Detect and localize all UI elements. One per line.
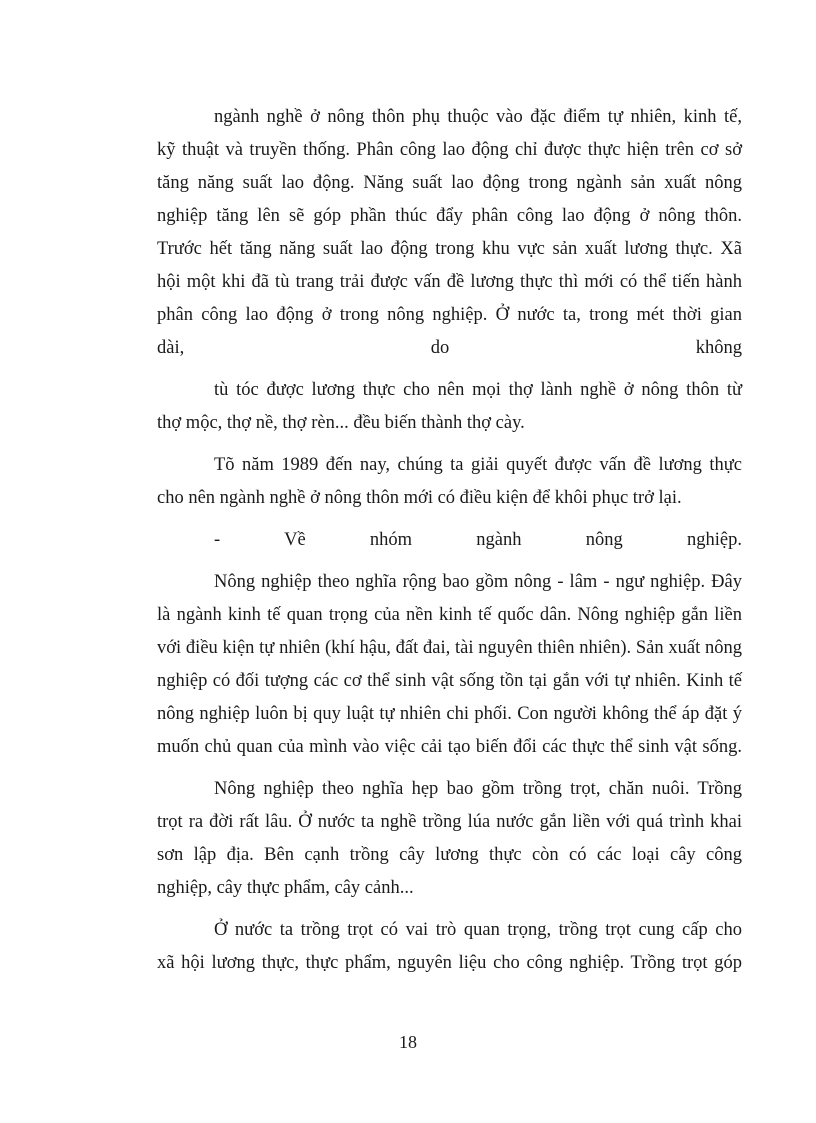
text-line: trọt ra đời rất lâu. Ở nước ta nghề trồng lúa nước gắn liền với quá trình khai [157,812,742,832]
text-line: ngành nghề ở nông thôn phụ thuộc vào đặc điểm tự nhiên, kinh tế, [214,107,742,127]
text-line: Tõ năm 1989 đến nay, chúng ta giải quyết được vấn đề lương thực [214,455,742,475]
text-line: nghiệp, cây thực phẩm, cây cảnh... [157,878,414,898]
text-line: sơn lập địa. Bên cạnh trồng cây lương thực còn có các loại cây công [157,845,742,865]
text-line: Nông nghiệp theo nghĩa hẹp bao gồm trồng trọt, chăn nuôi. Trồng [214,779,742,799]
text-line: cho nên ngành nghề ở nông thôn mới có điều kiện để khôi phục trở lại. [157,488,682,508]
text-line: với điều kiện tự nhiên (khí hậu, đất đai, tài nguyên thiên nhiên). Sản xuất nông [157,638,742,658]
text-line: kỹ thuật và truyền thống. Phân công lao động chỉ được thực hiện trên cơ sở [157,140,742,160]
text-line: muốn chủ quan của mình vào việc cải tạo biến đổi các thực thể sinh vật sống. [157,737,742,757]
body-text [157,101,742,980]
text-line: Trước hết tăng năng suất lao động trong khu vực sản xuất lương thực. Xã [157,239,742,259]
text-line: nghiệp tăng lên sẽ góp phần thúc đẩy phân công lao động ở nông thôn. [157,206,742,226]
paragraph [157,101,742,365]
text-line: tù tóc được lương thực cho nên mọi thợ lành nghề ở nông thôn từ [214,380,742,400]
text-line: nghiệp có đối tượng các cơ thể sinh vật sống tồn tại gắn với tự nhiên. Kinh tế [157,671,742,691]
text-line: hội một khi đã tù trang trải được vấn đề lương thực thì mới có thể tiến hành [157,272,742,292]
text-line: nông nghiệp luôn bị quy luật tự nhiên chi phối. Con người không thể áp đặt ý [157,704,742,724]
text-line: tăng năng suất lao động. Năng suất lao động trong ngành sản xuất nông [157,173,742,193]
page-number: 18 [399,1032,417,1052]
paragraph [157,566,742,764]
paragraph [157,374,742,440]
paragraph [157,449,742,515]
text-line: là ngành kinh tế quan trọng của nền kinh tế quốc dân. Nông nghiệp gắn liền [157,605,742,625]
text-line: thợ mộc, thợ nề, thợ rèn... đều biến thành thợ cày. [157,413,525,433]
section-heading: - Về nhóm ngành nông nghiệp. [214,530,742,550]
text-line: dài, do không [157,338,742,358]
text-line: Nông nghiệp theo nghĩa rộng bao gồm nông - lâm - ngư nghiệp. Đây [214,572,742,592]
paragraph [157,773,742,905]
text-line: Ở nước ta trồng trọt có vai trò quan trọng, trồng trọt cung cấp cho [214,920,742,940]
text-line: phân công lao động ở trong nông nghiệp. Ở nước ta, trong mét thời gian [157,305,742,325]
text-line: xã hội lương thực, thực phẩm, nguyên liệu cho công nghiệp. Trồng trọt góp [157,953,742,973]
paragraph [157,524,742,557]
paragraph [157,914,742,980]
